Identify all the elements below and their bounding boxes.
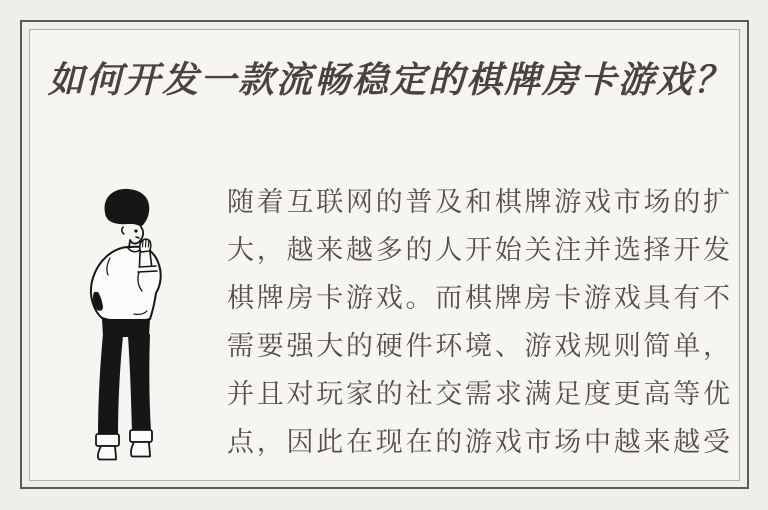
article-body-text: 随着互联网的普及和棋牌游戏市场的扩大，越来越多的人开始关注并选择开发棋牌房卡游戏。而棋牌房卡游戏具有不需要强大的硬件环境、游戏规则简单，并且对玩家的社交需求满足度更高等优点，因此在现在的游戏市场中越来越受 bbox=[227, 187, 732, 457]
thinking-person-illustration bbox=[76, 186, 191, 471]
page-title: 如何开发一款流畅稳定的棋牌房卡游戏？ bbox=[48, 60, 733, 100]
thinking-person-svg bbox=[76, 186, 191, 471]
